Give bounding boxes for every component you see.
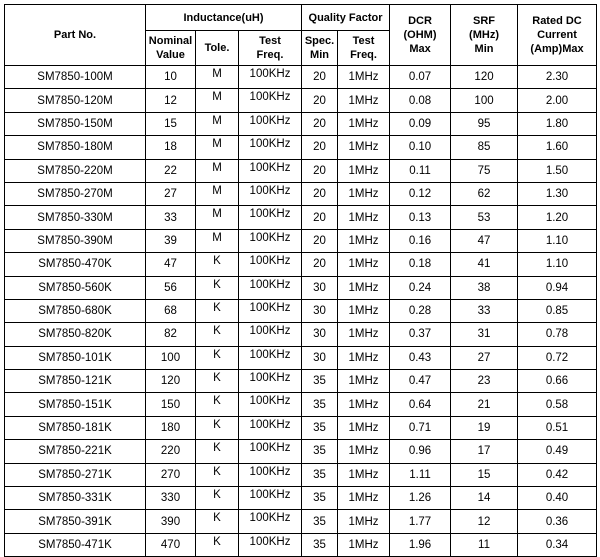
part-number-cell: SM7850-120M [5, 89, 146, 112]
q-test-freq-cell: 1MHz [338, 276, 390, 299]
nominal-value-header [146, 31, 196, 66]
dcr-cell: 0.28 [390, 299, 451, 322]
test-freq-cell: 100KHz [239, 66, 302, 89]
tolerance-cell: K [196, 370, 239, 393]
test-freq-cell: 100KHz [239, 416, 302, 439]
part-number-cell: SM7850-151K [5, 393, 146, 416]
tolerance-cell: K [196, 323, 239, 346]
test-freq-header [239, 31, 302, 66]
srf-cell: 120 [451, 66, 518, 89]
q-test-freq-cell: 1MHz [338, 89, 390, 112]
table-row [5, 66, 597, 89]
srf-cell: 14 [451, 487, 518, 510]
dcr-header [390, 5, 451, 66]
q-spec-min-cell: 35 [302, 487, 338, 510]
table-row [5, 182, 597, 205]
test-freq-cell: 100KHz [239, 136, 302, 159]
srf-cell: 12 [451, 510, 518, 533]
spec-min-header-line: Min [310, 49, 329, 61]
table-row [5, 323, 597, 346]
q-spec-min-cell: 20 [302, 66, 338, 89]
nominal-header-line: Value [156, 49, 185, 61]
tolerance-cell: K [196, 253, 239, 276]
test-freq-cell: 100KHz [239, 112, 302, 135]
table-row [5, 229, 597, 252]
part-number-cell: SM7850-101K [5, 346, 146, 369]
q-spec-min-cell: 30 [302, 299, 338, 322]
dcr-header-line: DCR [408, 15, 432, 27]
q-test-freq-cell: 1MHz [338, 253, 390, 276]
dcr-cell: 1.77 [390, 510, 451, 533]
table-row [5, 463, 597, 486]
rated-current-cell: 0.72 [518, 346, 597, 369]
dcr-cell: 1.26 [390, 487, 451, 510]
dcr-cell: 0.96 [390, 440, 451, 463]
test-freq-cell: 100KHz [239, 487, 302, 510]
nominal-value-cell: 390 [146, 510, 196, 533]
q-test-freq-cell: 1MHz [338, 299, 390, 322]
part-number-cell: SM7850-391K [5, 510, 146, 533]
q-test-freq-cell: 1MHz [338, 182, 390, 205]
part-number-cell: SM7850-221K [5, 440, 146, 463]
rated-current-cell: 0.42 [518, 463, 597, 486]
tolerance-cell: K [196, 440, 239, 463]
tolerance-cell: K [196, 533, 239, 556]
table-body [5, 66, 597, 557]
q-test-freq-cell: 1MHz [338, 370, 390, 393]
srf-cell: 100 [451, 89, 518, 112]
nominal-value-cell: 47 [146, 253, 196, 276]
test-freq-cell: 100KHz [239, 89, 302, 112]
q-test-freq-cell: 1MHz [338, 487, 390, 510]
part-number-cell: SM7850-181K [5, 416, 146, 439]
nominal-value-cell: 100 [146, 346, 196, 369]
rated-current-cell: 1.10 [518, 253, 597, 276]
nominal-value-cell: 220 [146, 440, 196, 463]
srf-cell: 33 [451, 299, 518, 322]
q-spec-min-cell: 20 [302, 253, 338, 276]
q-test-freq-cell: 1MHz [338, 416, 390, 439]
table-row [5, 253, 597, 276]
srf-header [451, 5, 518, 66]
table-row [5, 112, 597, 135]
tolerance-cell: K [196, 276, 239, 299]
srf-cell: 53 [451, 206, 518, 229]
part-number-cell: SM7850-220M [5, 159, 146, 182]
nominal-value-cell: 10 [146, 66, 196, 89]
srf-header-line: (MHz) [469, 29, 499, 41]
q-spec-min-cell: 35 [302, 510, 338, 533]
nominal-value-cell: 27 [146, 182, 196, 205]
tolerance-cell: M [196, 136, 239, 159]
test-freq-cell: 100KHz [239, 346, 302, 369]
nominal-value-cell: 22 [146, 159, 196, 182]
part-number-cell: SM7850-390M [5, 229, 146, 252]
part-number-cell: SM7850-270M [5, 182, 146, 205]
rated-current-cell: 0.34 [518, 533, 597, 556]
dcr-cell: 0.64 [390, 393, 451, 416]
nominal-value-cell: 15 [146, 112, 196, 135]
dcr-cell: 0.10 [390, 136, 451, 159]
tolerance-cell: K [196, 299, 239, 322]
q-spec-min-cell: 20 [302, 112, 338, 135]
nominal-value-cell: 330 [146, 487, 196, 510]
srf-cell: 19 [451, 416, 518, 439]
rated-current-cell: 1.20 [518, 206, 597, 229]
test-freq-cell: 100KHz [239, 206, 302, 229]
srf-cell: 62 [451, 182, 518, 205]
tolerance-cell: K [196, 346, 239, 369]
q-spec-min-cell: 30 [302, 276, 338, 299]
dcr-cell: 1.96 [390, 533, 451, 556]
nominal-value-cell: 82 [146, 323, 196, 346]
q-spec-min-cell: 35 [302, 440, 338, 463]
rated-current-cell: 0.40 [518, 487, 597, 510]
dcr-cell: 0.16 [390, 229, 451, 252]
dcr-cell: 0.43 [390, 346, 451, 369]
dcr-header-line: Max [409, 43, 431, 55]
q-spec-min-cell: 20 [302, 229, 338, 252]
q-spec-min-cell: 30 [302, 346, 338, 369]
nominal-value-cell: 68 [146, 299, 196, 322]
srf-cell: 27 [451, 346, 518, 369]
nominal-value-cell: 270 [146, 463, 196, 486]
table-row [5, 276, 597, 299]
dcr-cell: 0.24 [390, 276, 451, 299]
test-freq-cell: 100KHz [239, 393, 302, 416]
rated-current-cell: 0.66 [518, 370, 597, 393]
dcr-cell: 0.37 [390, 323, 451, 346]
q-test-freq-cell: 1MHz [338, 463, 390, 486]
srf-cell: 47 [451, 229, 518, 252]
q-test-freq-cell: 1MHz [338, 229, 390, 252]
srf-cell: 11 [451, 533, 518, 556]
table-row [5, 159, 597, 182]
nominal-value-cell: 39 [146, 229, 196, 252]
q-test-freq-cell: 1MHz [338, 323, 390, 346]
q-spec-min-cell: 20 [302, 89, 338, 112]
dcr-cell: 0.71 [390, 416, 451, 439]
tolerance-cell: K [196, 416, 239, 439]
q-test-freq-cell: 1MHz [338, 206, 390, 229]
tolerance-cell: K [196, 393, 239, 416]
srf-cell: 95 [451, 112, 518, 135]
q-test-freq-header [338, 31, 390, 66]
q-test-freq-cell: 1MHz [338, 112, 390, 135]
tolerance-cell: M [196, 159, 239, 182]
test-freq-cell: 100KHz [239, 463, 302, 486]
rated-current-header [518, 5, 597, 66]
part-number-cell: SM7850-150M [5, 112, 146, 135]
rated-header-line: Current [537, 29, 577, 41]
table-row [5, 510, 597, 533]
nominal-value-cell: 12 [146, 89, 196, 112]
q-spec-min-cell: 30 [302, 323, 338, 346]
part-number-cell: SM7850-820K [5, 323, 146, 346]
test-freq-header-line: Freq. [256, 49, 284, 61]
q-test-freq-header-line: Freq. [350, 49, 377, 61]
nominal-value-cell: 120 [146, 370, 196, 393]
q-spec-min-cell: 20 [302, 159, 338, 182]
part-number-cell: SM7850-331K [5, 487, 146, 510]
test-freq-cell: 100KHz [239, 182, 302, 205]
rated-current-cell: 0.94 [518, 276, 597, 299]
rated-current-cell: 1.10 [518, 229, 597, 252]
dcr-cell: 0.09 [390, 112, 451, 135]
test-freq-cell: 100KHz [239, 533, 302, 556]
q-test-freq-cell: 1MHz [338, 510, 390, 533]
dcr-cell: 0.11 [390, 159, 451, 182]
test-freq-cell: 100KHz [239, 159, 302, 182]
rated-current-cell: 1.50 [518, 159, 597, 182]
q-test-freq-cell: 1MHz [338, 533, 390, 556]
tolerance-cell: M [196, 229, 239, 252]
table-row [5, 136, 597, 159]
q-test-freq-cell: 1MHz [338, 66, 390, 89]
srf-cell: 75 [451, 159, 518, 182]
tolerance-cell: M [196, 112, 239, 135]
part-number-cell: SM7850-330M [5, 206, 146, 229]
rated-current-cell: 0.51 [518, 416, 597, 439]
nominal-header-line: Nominal [148, 35, 193, 47]
nominal-value-cell: 180 [146, 416, 196, 439]
nominal-value-cell: 470 [146, 533, 196, 556]
part-number-cell: SM7850-471K [5, 533, 146, 556]
q-test-freq-cell: 1MHz [338, 136, 390, 159]
srf-cell: 23 [451, 370, 518, 393]
rated-current-cell: 1.60 [518, 136, 597, 159]
rated-header-line: (Amp)Max [530, 43, 584, 55]
tolerance-cell: K [196, 463, 239, 486]
table-row [5, 487, 597, 510]
test-freq-header-line: Test [259, 35, 281, 47]
part-number-cell: SM7850-680K [5, 299, 146, 322]
test-freq-cell: 100KHz [239, 370, 302, 393]
table-row [5, 299, 597, 322]
dcr-cell: 0.08 [390, 89, 451, 112]
rated-current-cell: 0.78 [518, 323, 597, 346]
table-row [5, 370, 597, 393]
q-spec-min-cell: 35 [302, 463, 338, 486]
q-spec-min-cell: 20 [302, 206, 338, 229]
srf-cell: 31 [451, 323, 518, 346]
rated-current-cell: 0.85 [518, 299, 597, 322]
table-row [5, 533, 597, 556]
dcr-cell: 1.11 [390, 463, 451, 486]
tolerance-cell: M [196, 206, 239, 229]
part-number-cell: SM7850-100M [5, 66, 146, 89]
srf-cell: 41 [451, 253, 518, 276]
q-spec-min-cell: 35 [302, 416, 338, 439]
dcr-cell: 0.18 [390, 253, 451, 276]
dcr-header-line: (OHM) [403, 29, 437, 41]
dcr-cell: 0.07 [390, 66, 451, 89]
spec-min-header [302, 31, 338, 66]
q-test-freq-cell: 1MHz [338, 440, 390, 463]
q-test-freq-cell: 1MHz [338, 393, 390, 416]
srf-header-line: SRF [473, 15, 496, 27]
q-test-freq-cell: 1MHz [338, 159, 390, 182]
tolerance-cell: M [196, 66, 239, 89]
nominal-value-cell: 18 [146, 136, 196, 159]
rated-current-cell: 0.49 [518, 440, 597, 463]
rated-current-cell: 1.30 [518, 182, 597, 205]
rated-current-cell: 2.30 [518, 66, 597, 89]
table-row [5, 416, 597, 439]
inductor-spec-table [4, 4, 597, 557]
rated-current-cell: 2.00 [518, 89, 597, 112]
part-number-cell: SM7850-271K [5, 463, 146, 486]
test-freq-cell: 100KHz [239, 323, 302, 346]
q-spec-min-cell: 35 [302, 393, 338, 416]
part-number-cell: SM7850-121K [5, 370, 146, 393]
spec-min-header-line: Spec. [304, 35, 335, 47]
table-row [5, 89, 597, 112]
table-row [5, 440, 597, 463]
srf-cell: 85 [451, 136, 518, 159]
tolerance-header: Tole. [196, 31, 239, 66]
test-freq-cell: 100KHz [239, 229, 302, 252]
test-freq-cell: 100KHz [239, 253, 302, 276]
test-freq-cell: 100KHz [239, 510, 302, 533]
rated-current-cell: 0.58 [518, 393, 597, 416]
table-row [5, 206, 597, 229]
q-spec-min-cell: 35 [302, 370, 338, 393]
q-spec-min-cell: 20 [302, 182, 338, 205]
rated-header-line: Rated DC [532, 15, 582, 27]
rated-current-cell: 1.80 [518, 112, 597, 135]
table-header [5, 5, 597, 66]
tolerance-cell: K [196, 510, 239, 533]
nominal-value-cell: 33 [146, 206, 196, 229]
q-spec-min-cell: 35 [302, 533, 338, 556]
srf-cell: 15 [451, 463, 518, 486]
q-test-freq-cell: 1MHz [338, 346, 390, 369]
tolerance-cell: K [196, 487, 239, 510]
dcr-cell: 0.13 [390, 206, 451, 229]
dcr-cell: 0.12 [390, 182, 451, 205]
q-spec-min-cell: 20 [302, 136, 338, 159]
srf-cell: 17 [451, 440, 518, 463]
tolerance-cell: M [196, 182, 239, 205]
test-freq-cell: 100KHz [239, 299, 302, 322]
dcr-cell: 0.47 [390, 370, 451, 393]
part-no-header: Part No. [5, 5, 146, 66]
table-row [5, 346, 597, 369]
test-freq-cell: 100KHz [239, 440, 302, 463]
test-freq-cell: 100KHz [239, 276, 302, 299]
q-test-freq-header-line: Test [352, 35, 375, 47]
srf-cell: 38 [451, 276, 518, 299]
nominal-value-cell: 150 [146, 393, 196, 416]
tolerance-cell: M [196, 89, 239, 112]
part-number-cell: SM7850-560K [5, 276, 146, 299]
part-number-cell: SM7850-470K [5, 253, 146, 276]
table-row [5, 393, 597, 416]
srf-header-line: Min [474, 43, 494, 55]
part-number-cell: SM7850-180M [5, 136, 146, 159]
inductance-header: Inductance(uH) [146, 5, 302, 31]
srf-cell: 21 [451, 393, 518, 416]
rated-current-cell: 0.36 [518, 510, 597, 533]
quality-factor-header: Quality Factor [302, 5, 390, 31]
nominal-value-cell: 56 [146, 276, 196, 299]
